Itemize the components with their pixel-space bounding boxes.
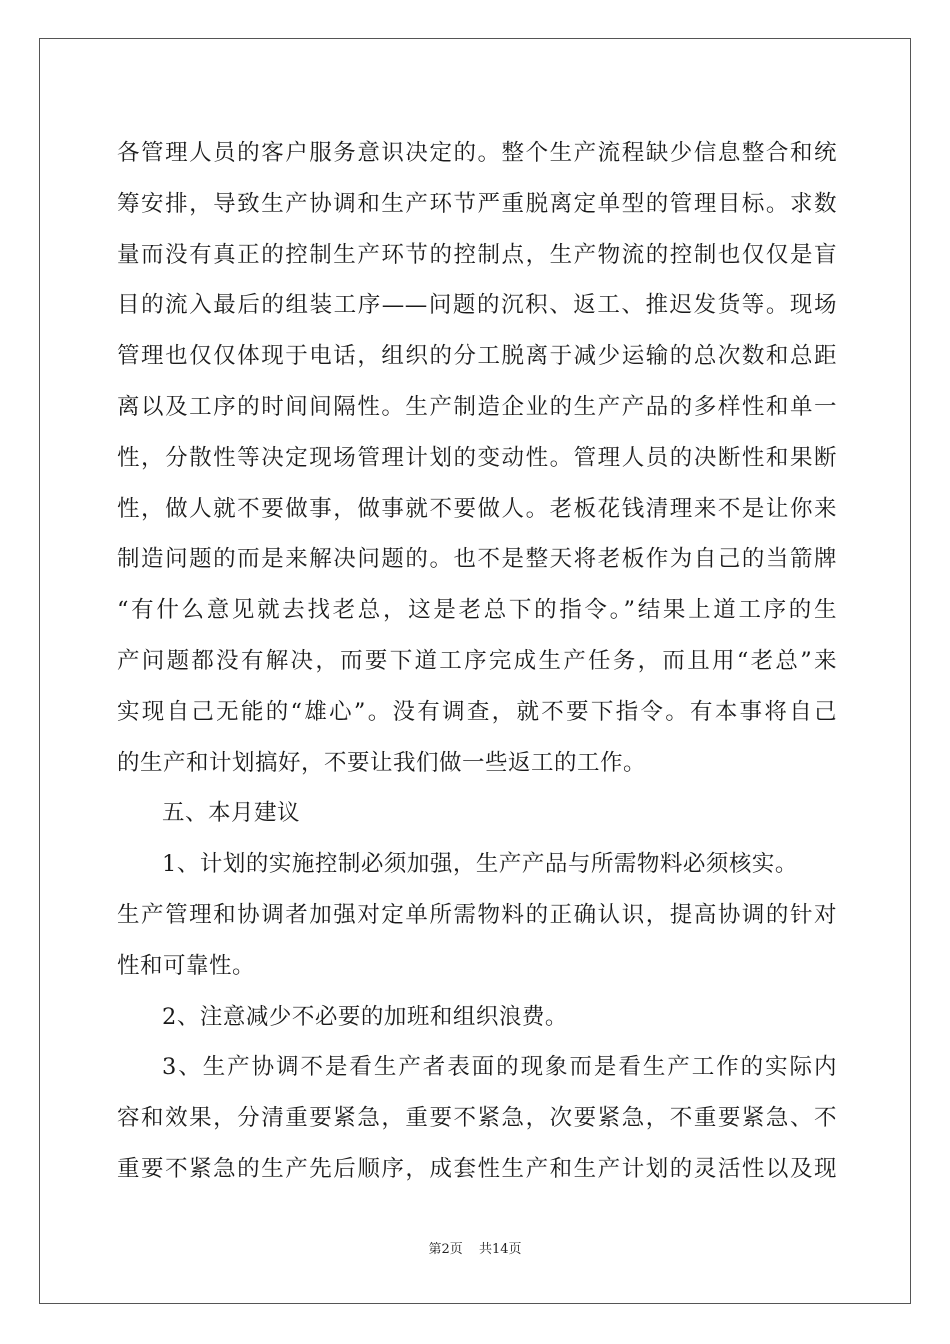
- text-line: 各管理人员的客户服务意识决定的。整个生产流程缺少信息整合和统: [117, 140, 837, 166]
- text-line: 实现自己无能的“雄心”。没有调查，就不要下指令。有本事将自己: [117, 698, 837, 725]
- text-line: 3、生产协调不是看生产者表面的现象而是看生产工作的实际内: [162, 1054, 837, 1081]
- text-line: 离以及工序的时间间隔性。生产制造企业的生产产品的多样性和单一: [117, 393, 837, 420]
- text-line: 性，分散性等决定现场管理计划的变动性。管理人员的决断性和果断: [117, 444, 837, 471]
- page-footer: [0, 1238, 950, 1257]
- page-number: 第2页: [428, 1242, 463, 1257]
- document-body: [117, 128, 837, 1195]
- text-line: 1、计划的实施控制必须加强，生产产品与所需物料必须核实。: [162, 851, 798, 878]
- text-line: 量而没有真正的控制生产环节的控制点，生产物流的控制也仅仅是盲: [117, 241, 837, 268]
- text-line: 生产管理和协调者加强对定单所需物料的正确认识，提高协调的针对: [117, 901, 837, 928]
- text-line: 的生产和计划搞好，不要让我们做一些返工的工作。: [117, 749, 647, 776]
- text-line: 性和可靠性。: [117, 952, 256, 979]
- text-line: 性，做人就不要做事，做事就不要做人。老板花钱清理来不是让你来: [117, 495, 837, 522]
- text-line: 目的流入最后的组装工序——问题的沉积、返工、推迟发货等。现场: [117, 292, 837, 319]
- section-heading: 五、本月建议: [162, 800, 301, 827]
- text-line: 重要不紧急的生产先后顺序，成套性生产和生产计划的灵活性以及现: [117, 1155, 837, 1182]
- text-line: 产问题都没有解决，而要下道工序完成生产任务，而且用“老总”来: [117, 647, 837, 674]
- text-line: 制造问题的而是来解决问题的。也不是整天将老板作为自己的当箭牌: [117, 546, 837, 573]
- text-line: 2、注意减少不必要的加班和组织浪费。: [162, 1003, 568, 1030]
- text-line: 筹安排，导致生产协调和生产环节严重脱离定单型的管理目标。求数: [117, 190, 837, 217]
- text-line: 容和效果，分清重要紧急，重要不紧急，次要紧急，不重要紧急、不: [117, 1105, 837, 1132]
- text-line: 管理也仅仅体现于电话，组织的分工脱离于减少运输的总次数和总距: [117, 343, 837, 370]
- page-total: 共14页: [478, 1242, 522, 1257]
- text-line: “有什么意见就去找老总，这是老总下的指令。”结果上道工序的生: [117, 597, 837, 624]
